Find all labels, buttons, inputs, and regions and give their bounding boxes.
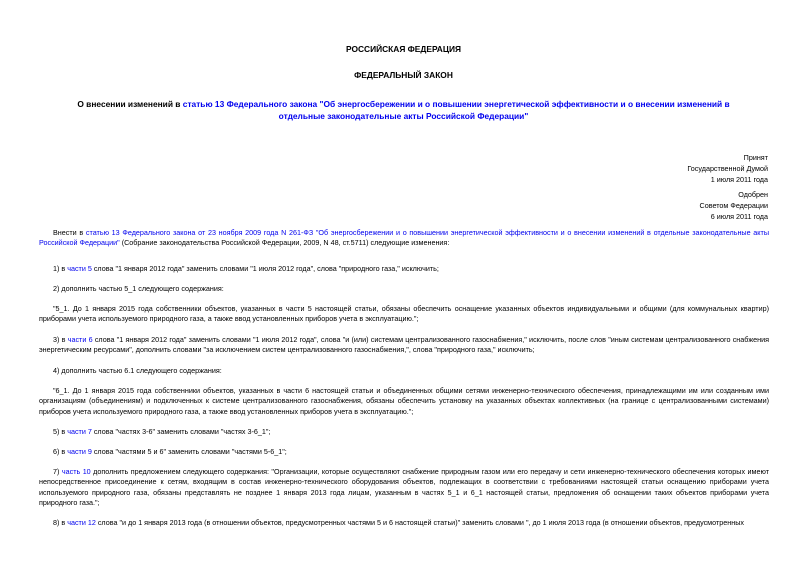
item-5-link[interactable]: части 7 — [67, 427, 92, 436]
item-8-link[interactable]: части 12 — [67, 518, 96, 527]
adoption-duma-line: Государственной Думой — [687, 163, 768, 173]
law-title-link[interactable]: статью 13 Федерального закона "Об энергосбережении и о повышении энергетической эффективности и о внесении изменений в отдельные законодательные акты Российской Федерации" — [182, 99, 730, 121]
item-5-prefix: 5) в — [53, 427, 68, 436]
adoption-council-line: Советом Федерации — [699, 200, 768, 210]
item-6-suffix: слова "частями 5 и 6" заменить словами "частями 5-6_1"; — [91, 447, 287, 456]
intro-paragraph — [39, 228, 769, 249]
item-8-prefix: 8) в — [53, 518, 68, 527]
quote-5-1: "5_1. До 1 января 2015 года собственники объектов, указанных в части 5 настоящей статьи, обязаны обеспечить оснащение указанных объектов индивидуальными и общими (для коммунальных квартир) приборами учета используемого природного газа, а также ввод установленных приборов учета в эксплуатацию."; — [39, 304, 769, 324]
adoption-council-line: Одобрен — [738, 190, 768, 199]
item-6-prefix: 6) в — [53, 447, 68, 456]
item-7-suffix: дополнить предложением следующего содержания: "Организации, которые осуществляют снабжение природным газом или его передачу и сети инженерно-технического обеспечения которых имеют непосредственное присоединение к сетям, входящим в состав инженерно-технического оборудования объектов, подлежащих в соответствии с требованиями настоящей статьи оснащению приборами учета используемого природного газа, обязаны представлять не позднее 1 января 2013 года лицам, указанным в частях 5_1 и 6_1 настоящей статьи, предложения об оснащении таких объектов приборами учета природного газа."; — [39, 467, 769, 507]
item-1-suffix: слова "1 января 2012 года" заменить словами "1 июля 2012 года", слова "природного газа," исключить; — [91, 264, 439, 273]
item-1-prefix: 1) в — [53, 264, 68, 273]
adoption-council — [700, 190, 768, 222]
doc-type-heading: ФЕДЕРАЛЬНЫЙ ЗАКОН — [354, 70, 453, 80]
item-8-suffix: слова "и до 1 января 2013 года (в отношении объектов, предусмотренных частями 5 и 6 настоящей статьи)" заменить словами ", до 1 июля 2013 года (в отношении объектов, предусмотренных — [95, 518, 744, 527]
item-7 — [39, 467, 769, 508]
adoption-duma-line: Принят — [743, 153, 768, 162]
item-3-prefix: 3) в — [53, 335, 68, 344]
intro-law-link[interactable]: статью 13 Федерального закона от 23 ноября 2009 года N 261-ФЗ "Об энергосбережении и о повышении энергетической эффективности и о внесении изменений в отдельные законодательные акты Российской Федерации" — [39, 228, 769, 248]
quote-6-1: "6_1. До 1 января 2015 года собственники объектов, указанных в части 6 настоящей статьи и объединенных общими сетями инженерно-технического обеспечения, принадлежащими им или созданным ими организациям (объединениям) и подключенных к системе централизованного газоснабжения, обязаны обеспечить установку на указанных объектах коллективных (на границе с централизованными системами) приборов учета используемого природного газа, а также ввод установленных приборов учета в эксплуатацию."; — [39, 386, 769, 416]
adoption-duma-line: 1 июля 2011 года — [710, 174, 768, 184]
law-title-prefix: О внесении изменений в — [77, 99, 183, 109]
item-5-suffix: слова "частях 3-6" заменить словами "частях 3-6_1"; — [91, 427, 271, 436]
item-2: 2) дополнить частью 5_1 следующего содержания: — [53, 284, 224, 293]
item-6-link[interactable]: части 9 — [67, 447, 92, 456]
country-heading: РОССИЙСКАЯ ФЕДЕРАЦИЯ — [345, 44, 462, 54]
item-3 — [39, 335, 769, 356]
item-1 — [39, 264, 769, 274]
item-1-link[interactable]: части 5 — [67, 264, 92, 273]
item-6 — [39, 447, 769, 457]
intro-prefix: Внести в — [53, 228, 86, 237]
item-3-suffix: слова "1 января 2012 года" заменить словами "1 июля 2012 года", слова "и (или) системам централизованного газоснабжения," исключить, после слов "иным системам централизованного снабжения энергетическим ресурсами", дополнить словами "за исключением систем централизованного газоснабжения,", слова "природного газа," исключить; — [39, 335, 769, 355]
intro-suffix: (Собрание законодательства Российской Федерации, 2009, N 48, ст.5711) следующие изменения: — [119, 238, 450, 248]
item-3-link[interactable]: части 6 — [67, 335, 93, 344]
item-4: 4) дополнить частью 6.1 следующего содержания: — [53, 366, 222, 375]
law-title — [60, 98, 747, 122]
item-7-link[interactable]: часть 10 — [61, 467, 91, 476]
item-7-prefix: 7) — [53, 467, 62, 476]
adoption-duma — [687, 153, 768, 185]
adoption-council-line: 6 июля 2011 года — [710, 211, 768, 221]
item-5 — [39, 427, 769, 437]
item-8 — [39, 518, 769, 528]
